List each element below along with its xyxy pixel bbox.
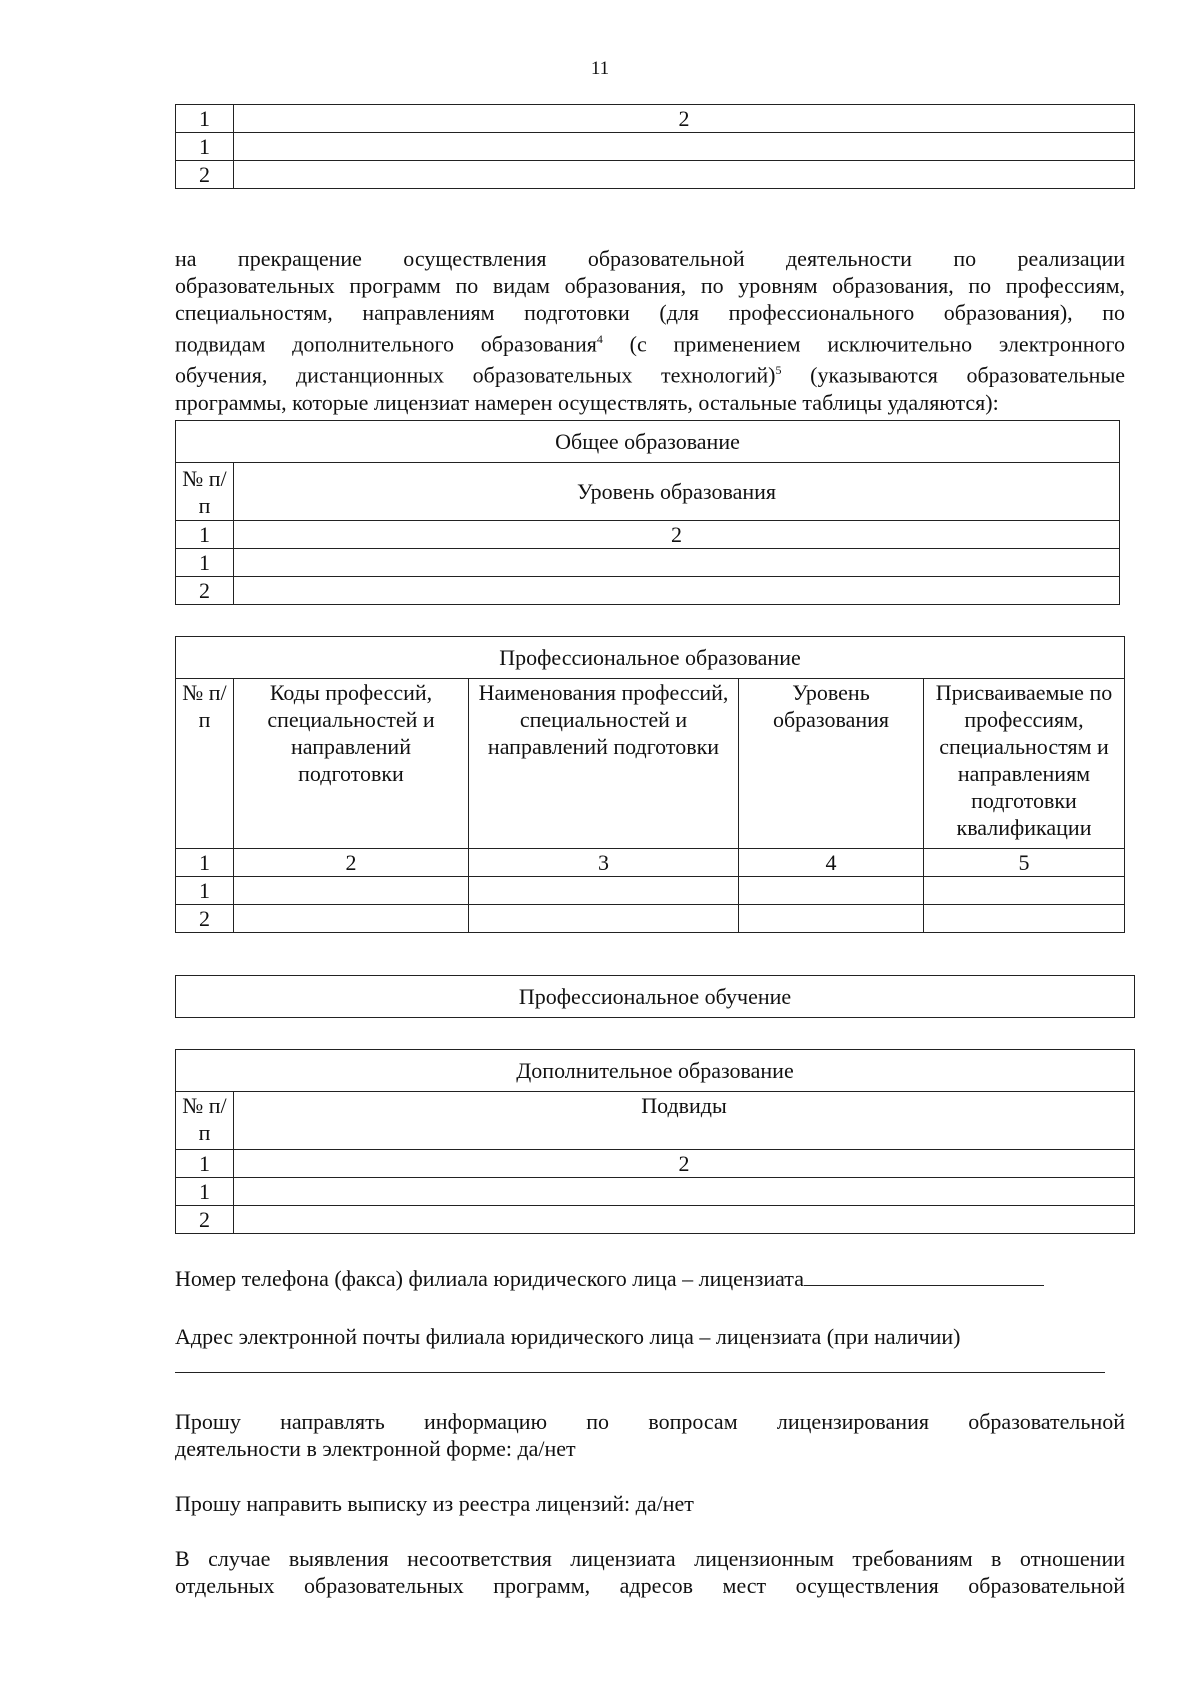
table-cell: 2 bbox=[176, 905, 234, 933]
table-cell bbox=[234, 133, 1135, 161]
table-cell: 1 bbox=[176, 105, 234, 133]
table-cell: 1 bbox=[176, 849, 234, 877]
general-education-table bbox=[175, 420, 1120, 605]
table-cell: 3 bbox=[469, 849, 739, 877]
paragraph-line: деятельности в электронной форме: да/нет bbox=[175, 1436, 576, 1461]
table-cell bbox=[234, 877, 469, 905]
table-cell: 2 bbox=[176, 577, 234, 605]
email-label: Адрес электронной почты филиала юридического лица – лицензиата (при наличии) bbox=[175, 1324, 961, 1349]
paragraph-line: специальностям, направлениям подготовки (для профессионального образования), по bbox=[175, 300, 1125, 325]
paragraph-line: на прекращение осуществления образовательной деятельности по реализации bbox=[175, 246, 1125, 271]
column-header-number: № п/п bbox=[176, 1092, 234, 1150]
mismatch-paragraph bbox=[175, 1545, 1125, 1599]
table-header-row bbox=[176, 463, 1120, 521]
table-cell bbox=[234, 549, 1120, 577]
paragraph-line: образовательных программ по видам образования, по уровням образования, по профессиям, bbox=[175, 273, 1125, 298]
table-cell: 1 bbox=[176, 549, 234, 577]
paragraph-line: В случае выявления несоответствия лицензиата лицензионным требованиям в отношении bbox=[175, 1546, 1125, 1571]
paragraph-line: отдельных образовательных программ, адресов мест осуществления образовательной bbox=[175, 1573, 1125, 1598]
intro-paragraph bbox=[175, 245, 1125, 416]
table-cell: 5 bbox=[924, 849, 1125, 877]
extract-request-paragraph bbox=[175, 1490, 1125, 1517]
table-row bbox=[176, 577, 1120, 605]
paragraph-line bbox=[175, 326, 1125, 357]
table-header-row bbox=[176, 679, 1125, 849]
paragraph-line bbox=[175, 357, 1125, 388]
top-table bbox=[175, 104, 1135, 189]
professional-training-table bbox=[175, 975, 1135, 1018]
table-title-row bbox=[176, 976, 1135, 1018]
table-cell bbox=[234, 1178, 1135, 1206]
phone-field[interactable] bbox=[804, 1265, 1044, 1286]
text-fragment: (указываются образовательные bbox=[810, 362, 1125, 388]
table-cell: 1 bbox=[176, 1178, 234, 1206]
table-row bbox=[176, 1206, 1135, 1234]
table-cell: 1 bbox=[176, 133, 234, 161]
text-fragment: подвидам дополнительного образования bbox=[175, 331, 597, 357]
table-header-row bbox=[176, 1092, 1135, 1150]
email-line bbox=[175, 1323, 1125, 1350]
page-number: 11 bbox=[590, 58, 610, 79]
column-header-level: Уровень образования bbox=[234, 463, 1120, 521]
table-cell: 2 bbox=[234, 849, 469, 877]
table-row bbox=[176, 105, 1135, 133]
professional-education-table bbox=[175, 636, 1125, 933]
table-title: Профессиональное обучение bbox=[176, 976, 1135, 1018]
table-cell: 1 bbox=[176, 1150, 234, 1178]
email-field[interactable] bbox=[175, 1372, 1105, 1373]
paragraph-line: программы, которые лицензиат намерен осуществлять, остальные таблицы удаляются): bbox=[175, 389, 999, 415]
table-cell: 2 bbox=[176, 1206, 234, 1234]
table-cell bbox=[234, 577, 1120, 605]
table-row bbox=[176, 877, 1125, 905]
paragraph-line: Прошу направлять информацию по вопросам лицензирования образовательной bbox=[175, 1409, 1125, 1434]
table-cell bbox=[739, 905, 924, 933]
additional-education-table bbox=[175, 1049, 1135, 1234]
table-cell: 1 bbox=[176, 877, 234, 905]
table-title-row bbox=[176, 1050, 1135, 1092]
table-cell bbox=[234, 905, 469, 933]
column-header-level: Уровень образования bbox=[739, 679, 924, 849]
footnote-marker: 4 bbox=[596, 332, 603, 346]
column-header-names: Наименования профессий, специальностей и направлений подготовки bbox=[469, 679, 739, 849]
table-index-row bbox=[176, 521, 1120, 549]
column-header-codes: Коды профессий, специальностей и направлений подготовки bbox=[234, 679, 469, 849]
table-cell bbox=[739, 877, 924, 905]
column-header-number: № п/п bbox=[176, 679, 234, 849]
phone-line bbox=[175, 1265, 1125, 1292]
table-cell bbox=[469, 905, 739, 933]
table-row bbox=[176, 905, 1125, 933]
table-cell bbox=[924, 877, 1125, 905]
column-header-qualifications: Присваиваемые по профессиям, специальностям и направлениям подготовки квалификации bbox=[924, 679, 1125, 849]
column-header-number: № п/п bbox=[176, 463, 234, 521]
text-fragment: (с применением исключительно электронного bbox=[629, 331, 1125, 357]
table-title-row bbox=[176, 421, 1120, 463]
phone-label: Номер телефона (факса) филиала юридического лица – лицензиата bbox=[175, 1266, 804, 1291]
table-title-row bbox=[176, 637, 1125, 679]
table-cell bbox=[924, 905, 1125, 933]
table-title: Профессиональное образование bbox=[176, 637, 1125, 679]
table-title: Общее образование bbox=[176, 421, 1120, 463]
table-cell bbox=[234, 1206, 1135, 1234]
footnote-marker: 5 bbox=[775, 363, 782, 378]
table-row bbox=[176, 161, 1135, 189]
table-cell: 2 bbox=[234, 1150, 1135, 1178]
table-row bbox=[176, 1178, 1135, 1206]
table-cell: 4 bbox=[739, 849, 924, 877]
table-cell: 1 bbox=[176, 521, 234, 549]
table-row bbox=[176, 133, 1135, 161]
table-row bbox=[176, 549, 1120, 577]
table-cell bbox=[469, 877, 739, 905]
table-cell: 2 bbox=[234, 105, 1135, 133]
table-cell: 2 bbox=[176, 161, 234, 189]
table-cell bbox=[234, 161, 1135, 189]
table-index-row bbox=[176, 1150, 1135, 1178]
paragraph-line: Прошу направить выписку из реестра лицензий: да/нет bbox=[175, 1491, 694, 1516]
table-index-row bbox=[176, 849, 1125, 877]
column-header-subtypes: Подвиды bbox=[234, 1092, 1135, 1150]
table-cell: 2 bbox=[234, 521, 1120, 549]
electronic-request-paragraph bbox=[175, 1408, 1125, 1462]
text-fragment: обучения, дистанционных образовательных технологий) bbox=[175, 362, 776, 388]
table-title: Дополнительное образование bbox=[176, 1050, 1135, 1092]
